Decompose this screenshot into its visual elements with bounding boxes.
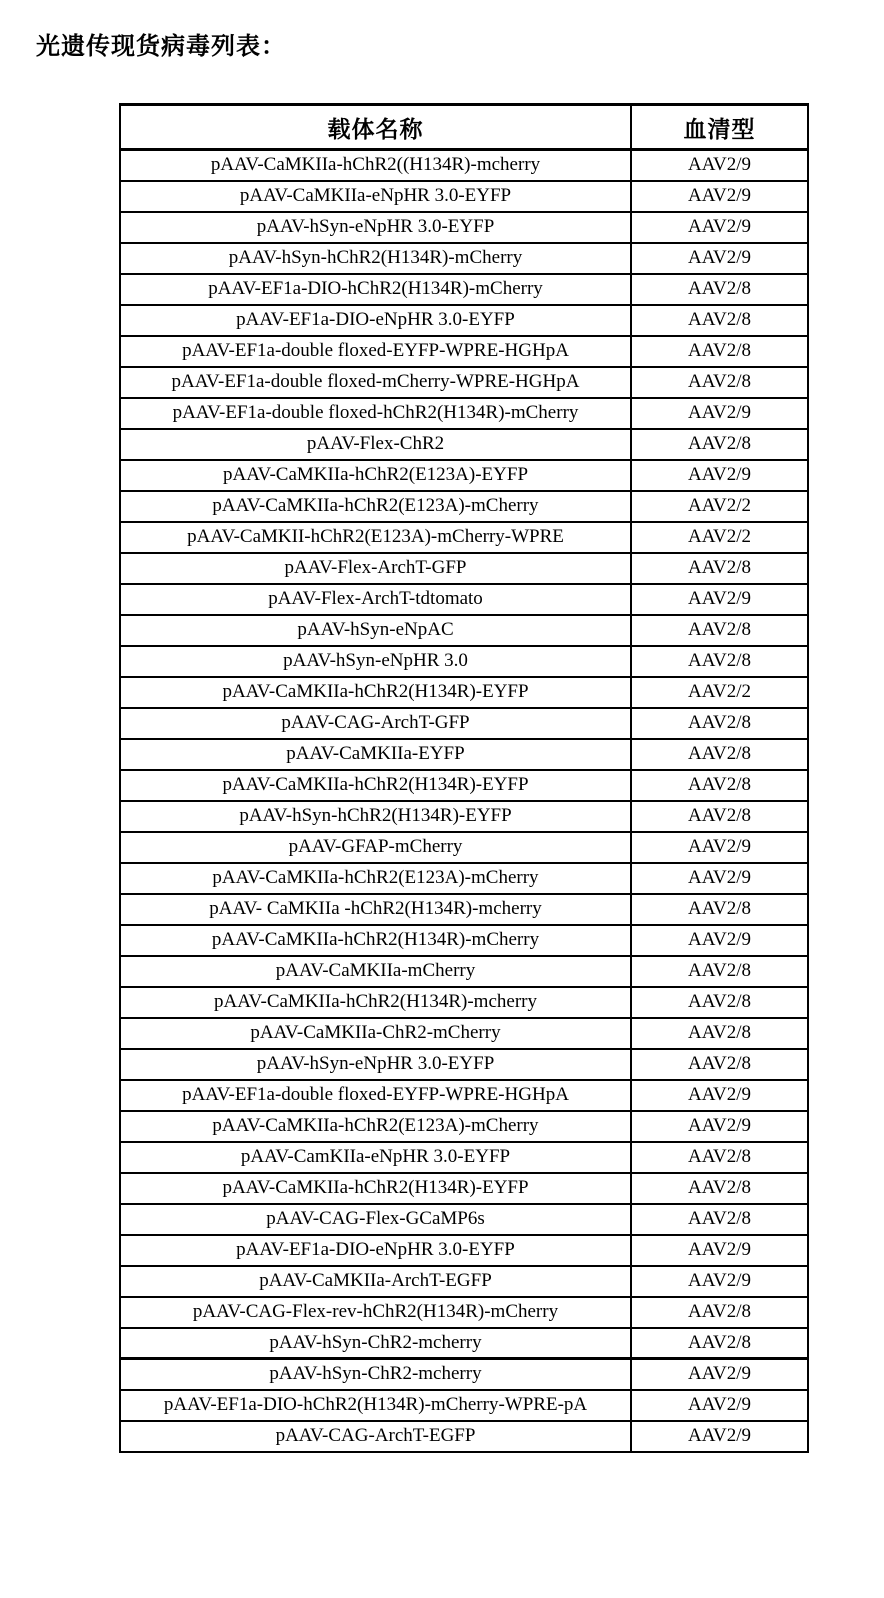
vector-name-cell: pAAV-EF1a-DIO-hChR2(H134R)-mCherry	[120, 274, 631, 305]
serotype-cell: AAV2/8	[631, 770, 808, 801]
serotype-cell: AAV2/9	[631, 398, 808, 429]
serotype-cell: AAV2/8	[631, 1204, 808, 1235]
vector-name-cell: pAAV-EF1a-DIO-eNpHR 3.0-EYFP	[120, 1235, 631, 1266]
serotype-cell: AAV2/9	[631, 1266, 808, 1297]
vector-name-cell: pAAV-EF1a-double floxed-EYFP-WPRE-HGHpA	[120, 336, 631, 367]
vector-name-cell: pAAV-CaMKIIa-ArchT-EGFP	[120, 1266, 631, 1297]
table-row	[120, 305, 808, 336]
vector-name-cell: pAAV-CaMKIIa-eNpHR 3.0-EYFP	[120, 181, 631, 212]
vector-name-cell: pAAV-CaMKIIa-hChR2(H134R)-mcherry	[120, 987, 631, 1018]
vector-name-cell: pAAV-hSyn-eNpAC	[120, 615, 631, 646]
vector-name-cell: pAAV-CAG-Flex-GCaMP6s	[120, 1204, 631, 1235]
table-row	[120, 1328, 808, 1359]
table-row	[120, 522, 808, 553]
vector-name-cell: pAAV-CAG-ArchT-GFP	[120, 708, 631, 739]
serotype-cell: AAV2/8	[631, 1173, 808, 1204]
table-row	[120, 1142, 808, 1173]
vector-name-cell: pAAV-CaMKIIa-hChR2(E123A)-mCherry	[120, 863, 631, 894]
table-row	[120, 894, 808, 925]
table-row	[120, 1173, 808, 1204]
vector-name-cell: pAAV-CaMKIIa-hChR2(E123A)-EYFP	[120, 460, 631, 491]
column-header-vector-name: 载体名称	[120, 105, 631, 150]
serotype-cell: AAV2/8	[631, 1142, 808, 1173]
serotype-cell: AAV2/8	[631, 739, 808, 770]
vector-name-cell: pAAV-hSyn-hChR2(H134R)-mCherry	[120, 243, 631, 274]
vector-name-cell: pAAV-hSyn-eNpHR 3.0	[120, 646, 631, 677]
table-row	[120, 1359, 808, 1390]
serotype-cell: AAV2/9	[631, 460, 808, 491]
vector-name-cell: pAAV-EF1a-DIO-eNpHR 3.0-EYFP	[120, 305, 631, 336]
table-row	[120, 615, 808, 646]
table-row	[120, 832, 808, 863]
serotype-cell: AAV2/2	[631, 491, 808, 522]
table-row	[120, 429, 808, 460]
serotype-cell: AAV2/9	[631, 584, 808, 615]
table-row	[120, 1111, 808, 1142]
table-row	[120, 150, 808, 181]
vector-name-cell: pAAV-CaMKIIa-hChR2(H134R)-EYFP	[120, 677, 631, 708]
serotype-cell: AAV2/8	[631, 801, 808, 832]
table-row	[120, 863, 808, 894]
virus-stock-table	[119, 103, 809, 1453]
table-body	[120, 150, 808, 1452]
serotype-cell: AAV2/9	[631, 1080, 808, 1111]
serotype-cell: AAV2/9	[631, 1111, 808, 1142]
table-row	[120, 1049, 808, 1080]
vector-name-cell: pAAV-CaMKIIa-hChR2(E123A)-mCherry	[120, 491, 631, 522]
table-row	[120, 274, 808, 305]
vector-name-cell: pAAV-CamKIIa-eNpHR 3.0-EYFP	[120, 1142, 631, 1173]
serotype-cell: AAV2/9	[631, 832, 808, 863]
vector-name-cell: pAAV- CaMKIIa -hChR2(H134R)-mcherry	[120, 894, 631, 925]
vector-name-cell: pAAV-CAG-ArchT-EGFP	[120, 1421, 631, 1452]
vector-name-cell: pAAV-CaMKII-hChR2(E123A)-mCherry-WPRE	[120, 522, 631, 553]
table-row	[120, 1266, 808, 1297]
table-row	[120, 460, 808, 491]
vector-name-cell: pAAV-CaMKIIa-hChR2(E123A)-mCherry	[120, 1111, 631, 1142]
table-row	[120, 398, 808, 429]
vector-name-cell: pAAV-Flex-ChR2	[120, 429, 631, 460]
vector-name-cell: pAAV-hSyn-ChR2-mcherry	[120, 1328, 631, 1359]
table-row	[120, 181, 808, 212]
table-row	[120, 987, 808, 1018]
table-row	[120, 1204, 808, 1235]
table-row	[120, 491, 808, 522]
serotype-cell: AAV2/9	[631, 150, 808, 181]
table-row	[120, 801, 808, 832]
table-row	[120, 646, 808, 677]
table-row	[120, 1421, 808, 1452]
serotype-cell: AAV2/8	[631, 553, 808, 584]
table-row	[120, 1297, 808, 1328]
column-header-serotype: 血清型	[631, 105, 808, 150]
serotype-cell: AAV2/9	[631, 925, 808, 956]
vector-name-cell: pAAV-EF1a-double floxed-mCherry-WPRE-HGHpA	[120, 367, 631, 398]
table-row	[120, 1390, 808, 1421]
page-title: 光遗传现货病毒列表：	[36, 34, 286, 60]
table-header-row	[120, 105, 808, 150]
serotype-cell: AAV2/8	[631, 708, 808, 739]
serotype-cell: AAV2/8	[631, 646, 808, 677]
table-row	[120, 243, 808, 274]
table-row	[120, 1080, 808, 1111]
table-row	[120, 212, 808, 243]
vector-name-cell: pAAV-GFAP-mCherry	[120, 832, 631, 863]
table-row	[120, 925, 808, 956]
vector-name-cell: pAAV-CAG-Flex-rev-hChR2(H134R)-mCherry	[120, 1297, 631, 1328]
serotype-cell: AAV2/8	[631, 894, 808, 925]
serotype-cell: AAV2/8	[631, 615, 808, 646]
serotype-cell: AAV2/9	[631, 212, 808, 243]
serotype-cell: AAV2/9	[631, 863, 808, 894]
table-row	[120, 677, 808, 708]
vector-name-cell: pAAV-hSyn-hChR2(H134R)-EYFP	[120, 801, 631, 832]
serotype-cell: AAV2/9	[631, 181, 808, 212]
vector-name-cell: pAAV-CaMKIIa-hChR2(H134R)-EYFP	[120, 770, 631, 801]
table-row	[120, 367, 808, 398]
serotype-cell: AAV2/2	[631, 677, 808, 708]
vector-name-cell: pAAV-EF1a-double floxed-hChR2(H134R)-mCherry	[120, 398, 631, 429]
table-row	[120, 1235, 808, 1266]
serotype-cell: AAV2/8	[631, 1049, 808, 1080]
vector-name-cell: pAAV-Flex-ArchT-tdtomato	[120, 584, 631, 615]
serotype-cell: AAV2/8	[631, 1297, 808, 1328]
serotype-cell: AAV2/8	[631, 956, 808, 987]
vector-name-cell: pAAV-EF1a-double floxed-EYFP-WPRE-HGHpA	[120, 1080, 631, 1111]
serotype-cell: AAV2/8	[631, 305, 808, 336]
vector-name-cell: pAAV-hSyn-eNpHR 3.0-EYFP	[120, 1049, 631, 1080]
serotype-cell: AAV2/9	[631, 1390, 808, 1421]
serotype-cell: AAV2/8	[631, 1018, 808, 1049]
table-row	[120, 1018, 808, 1049]
vector-name-cell: pAAV-hSyn-ChR2-mcherry	[120, 1359, 631, 1390]
vector-name-cell: pAAV-CaMKIIa-ChR2-mCherry	[120, 1018, 631, 1049]
vector-name-cell: pAAV-CaMKIIa-mCherry	[120, 956, 631, 987]
vector-name-cell: pAAV-EF1a-DIO-hChR2(H134R)-mCherry-WPRE-pA	[120, 1390, 631, 1421]
vector-name-cell: pAAV-CaMKIIa-hChR2(H134R)-EYFP	[120, 1173, 631, 1204]
table-row	[120, 739, 808, 770]
serotype-cell: AAV2/9	[631, 1235, 808, 1266]
table-row	[120, 584, 808, 615]
table-row	[120, 553, 808, 584]
serotype-cell: AAV2/8	[631, 987, 808, 1018]
serotype-cell: AAV2/9	[631, 1421, 808, 1452]
serotype-cell: AAV2/2	[631, 522, 808, 553]
serotype-cell: AAV2/8	[631, 429, 808, 460]
serotype-cell: AAV2/9	[631, 243, 808, 274]
serotype-cell: AAV2/8	[631, 1328, 808, 1359]
table-row	[120, 336, 808, 367]
vector-name-cell: pAAV-hSyn-eNpHR 3.0-EYFP	[120, 212, 631, 243]
serotype-cell: AAV2/9	[631, 1359, 808, 1390]
vector-name-cell: pAAV-CaMKIIa-EYFP	[120, 739, 631, 770]
vector-name-cell: pAAV-CaMKIIa-hChR2(H134R)-mCherry	[120, 925, 631, 956]
serotype-cell: AAV2/8	[631, 336, 808, 367]
table-row	[120, 770, 808, 801]
vector-name-cell: pAAV-CaMKIIa-hChR2((H134R)-mcherry	[120, 150, 631, 181]
serotype-cell: AAV2/8	[631, 274, 808, 305]
vector-name-cell: pAAV-Flex-ArchT-GFP	[120, 553, 631, 584]
table-row	[120, 708, 808, 739]
serotype-cell: AAV2/8	[631, 367, 808, 398]
table-row	[120, 956, 808, 987]
